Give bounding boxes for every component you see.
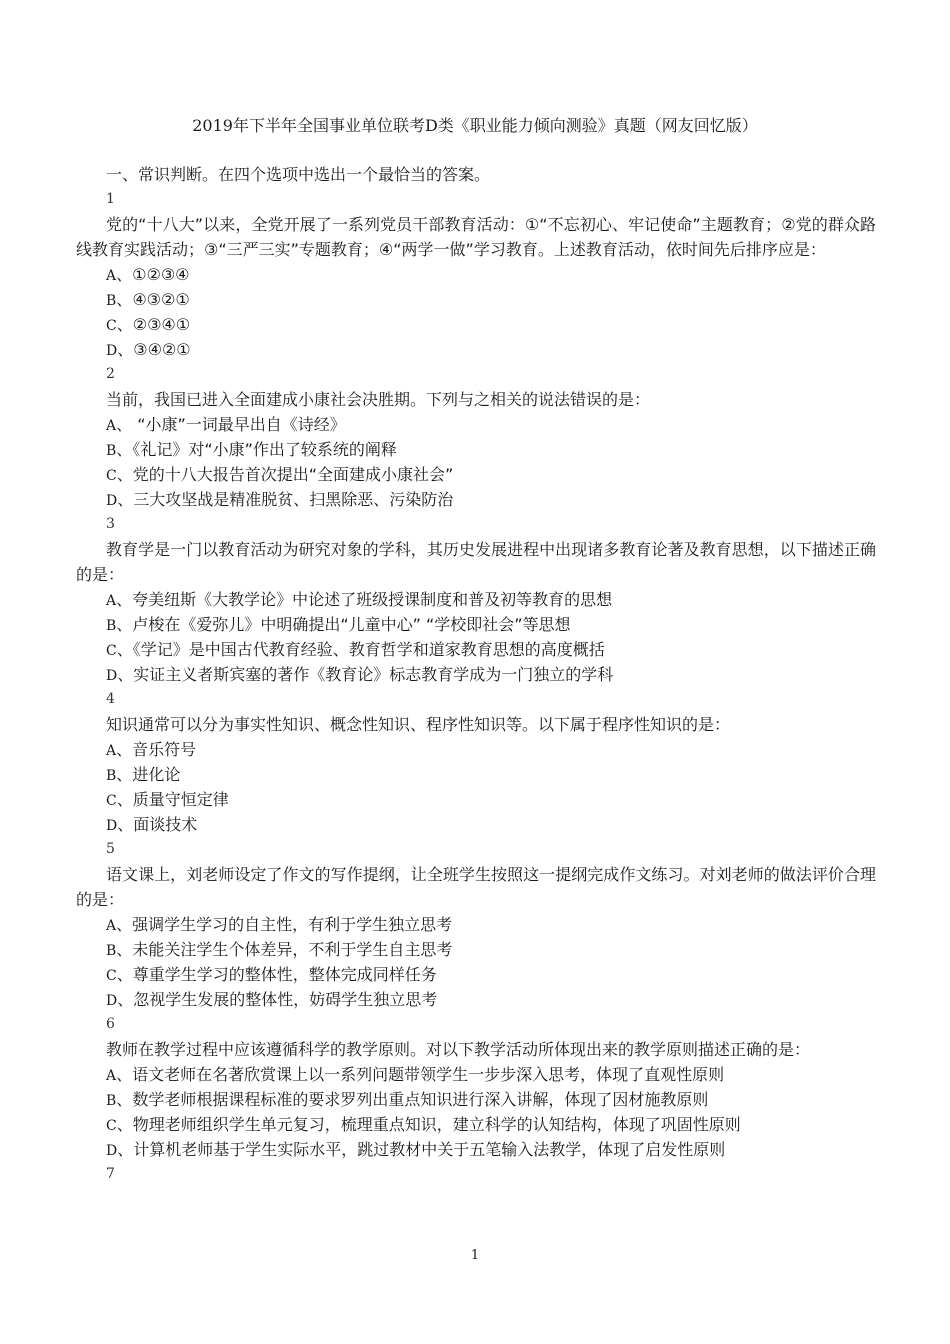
option-d: [76, 337, 876, 362]
question-stem: 语文课上，刘老师设定了作文的写作提纲，让全班学生按照这一提纲完成作文练习。对刘老师的做法评价合理的是：: [76, 865, 876, 909]
option-separator: 、: [116, 1090, 133, 1109]
option-letter: B: [106, 768, 117, 784]
option-letter: D: [106, 343, 118, 359]
section-heading: 一、常识判断。在四个选项中选出一个最恰当的答案。: [106, 165, 491, 184]
option-separator: 、: [117, 490, 134, 509]
option-b: [76, 937, 876, 962]
option-letter: A: [106, 268, 117, 284]
option-separator: 、: [116, 315, 133, 334]
option-separator: 、: [116, 1065, 133, 1084]
question-number: 7: [106, 1166, 115, 1182]
option-letter: C: [106, 968, 117, 984]
option-letter: D: [106, 493, 118, 509]
option-text: 数学老师根据课程标准的要求罗列出重点知识进行深入讲解，体现了因材施教原则: [132, 1090, 709, 1109]
option-text: 未能关注学生个体差异，不利于学生自主思考: [132, 940, 453, 959]
option-separator: 、: [116, 965, 133, 984]
option-a: [76, 262, 876, 287]
option-c: [76, 787, 876, 812]
option-separator: 、: [117, 1140, 134, 1159]
question-7: [76, 1162, 876, 1187]
option-text: 语文老师在名著欣赏课上以一系列问题带领学生一步步深入思考，体现了直观性原则: [132, 1065, 725, 1084]
option-letter: D: [106, 993, 118, 1009]
option-text: 三大攻坚战是精准脱贫、扫黑除恶、污染防治: [133, 490, 454, 509]
option-separator: 、: [116, 265, 133, 284]
question-1: [76, 187, 876, 362]
option-a: [76, 737, 876, 762]
option-separator: 、: [117, 665, 134, 684]
question-stem: 教育学是一门以教育活动为研究对象的学科，其历史发展进程中出现诸多教育论著及教育思想，以下描述正确的是：: [76, 540, 876, 584]
option-separator: 、: [116, 940, 133, 959]
option-letter: C: [106, 1118, 117, 1134]
question-number: 2: [106, 366, 115, 382]
option-separator: 、: [116, 640, 133, 659]
option-separator: 、: [117, 340, 134, 359]
option-letter: B: [106, 293, 117, 309]
option-separator: 、: [116, 915, 133, 934]
question-list: [76, 187, 876, 1187]
option-c: [76, 462, 876, 487]
option-text: 强调学生学习的自主性，有利于学生独立思考: [132, 915, 453, 934]
document-title: 2019年下半年全国事业单位联考D类《职业能力倾向测验》真题（网友回忆版）: [192, 116, 758, 135]
option-text: 夸美纽斯《大教学论》中论述了班级授课制度和普及初等教育的思想: [132, 590, 613, 609]
option-letter: D: [106, 1143, 118, 1159]
option-separator: 、: [117, 815, 134, 834]
option-letter: B: [106, 943, 117, 959]
option-c: [76, 312, 876, 337]
option-text: 物理老师组织学生单元复习，梳理重点知识，建立科学的认知结构，体现了巩固性原则: [132, 1115, 741, 1134]
option-letter: B: [106, 618, 117, 634]
question-number: 5: [106, 841, 115, 857]
question-stem: 教师在教学过程中应该遵循科学的教学原则。对以下教学活动所体现出来的教学原则描述正确的是：: [106, 1040, 811, 1059]
option-c: [76, 1112, 876, 1137]
question-stem: 知识通常可以分为事实性知识、概念性知识、程序性知识等。以下属于程序性知识的是：: [106, 715, 731, 734]
question-number: 6: [106, 1016, 115, 1032]
question-6: [76, 1012, 876, 1162]
option-b: [76, 1087, 876, 1112]
option-text: 实证主义者斯宾塞的著作《教育论》标志教育学成为一门独立的学科: [133, 665, 614, 684]
exam-content: [76, 162, 876, 1187]
option-text: ④③②①: [132, 290, 190, 309]
option-letter: A: [106, 743, 117, 759]
question-2: [76, 362, 876, 512]
question-number: 1: [106, 191, 115, 207]
question-3: [76, 512, 876, 687]
option-c: [76, 637, 876, 662]
option-text: 党的十八大报告首次提出“全面建成小康社会”: [132, 465, 454, 484]
option-letter: A: [106, 418, 117, 434]
page-number: 1: [470, 1248, 480, 1263]
option-b: [76, 612, 876, 637]
option-a: [76, 912, 876, 937]
option-b: [76, 437, 876, 462]
option-letter: C: [106, 643, 117, 659]
option-text: 面谈技术: [133, 815, 198, 834]
option-text: 《学记》是中国古代教育经验、教育哲学和道家教育思想的高度概括: [132, 640, 605, 659]
option-letter: B: [106, 1093, 117, 1109]
option-d: [76, 812, 876, 837]
option-letter: A: [106, 918, 117, 934]
option-separator: 、: [116, 290, 133, 309]
option-c: [76, 962, 876, 987]
option-b: [76, 287, 876, 312]
option-separator: 、: [117, 990, 134, 1009]
option-separator: 、: [116, 440, 133, 459]
option-letter: A: [106, 593, 117, 609]
option-a: [76, 1062, 876, 1087]
option-text: 忽视学生发展的整体性，妨碍学生独立思考: [133, 990, 438, 1009]
question-number: 3: [106, 516, 115, 532]
option-text: ①②③④: [132, 265, 190, 284]
option-text: 《礼记》对“小康”作出了较系统的阐释: [132, 440, 397, 459]
option-separator: 、: [116, 590, 133, 609]
option-letter: D: [106, 668, 118, 684]
option-separator: 、: [116, 1115, 133, 1134]
question-stem: 当前，我国已进入全面建成小康社会决胜期。下列与之相关的说法错误的是：: [106, 390, 651, 409]
option-d: [76, 1137, 876, 1162]
option-letter: C: [106, 468, 117, 484]
option-text: 计算机老师基于学生实际水平，跳过教材中关于五笔输入法教学，体现了启发性原则: [133, 1140, 726, 1159]
option-text: “小康”一词最早出自《诗经》: [132, 415, 346, 434]
question-4: [76, 687, 876, 837]
option-separator: 、: [116, 790, 133, 809]
option-separator: 、: [116, 615, 133, 634]
option-letter: B: [106, 443, 117, 459]
option-letter: D: [106, 818, 118, 834]
option-letter: C: [106, 318, 117, 334]
option-text: 尊重学生学习的整体性，整体完成同样任务: [132, 965, 437, 984]
option-text: 质量守恒定律: [132, 790, 229, 809]
option-text: 卢梭在《爱弥儿》中明确提出“儿童中心” “学校即社会”等思想: [132, 615, 571, 634]
option-a: [76, 412, 876, 437]
question-stem: 党的“十八大”以来，全党开展了一系列党员干部教育活动：①“不忘初心、牢记使命”主题教育；②党的群众路线教育实践活动；③“三严三实”专题教育；④“两学一做”学习教育。上述教育活动，依时间先后排序应是：: [76, 215, 876, 259]
option-d: [76, 487, 876, 512]
option-a: [76, 587, 876, 612]
question-number: 4: [106, 691, 115, 707]
option-b: [76, 762, 876, 787]
option-letter: A: [106, 1068, 117, 1084]
option-d: [76, 662, 876, 687]
option-text: 进化论: [132, 765, 181, 784]
option-letter: C: [106, 793, 117, 809]
option-d: [76, 987, 876, 1012]
option-separator: 、: [116, 465, 133, 484]
option-text: 音乐符号: [132, 740, 197, 759]
question-5: [76, 837, 876, 1012]
option-separator: 、: [116, 415, 133, 434]
option-separator: 、: [116, 765, 133, 784]
option-text: ③④②①: [133, 340, 191, 359]
option-separator: 、: [116, 740, 133, 759]
option-text: ②③④①: [132, 315, 191, 334]
